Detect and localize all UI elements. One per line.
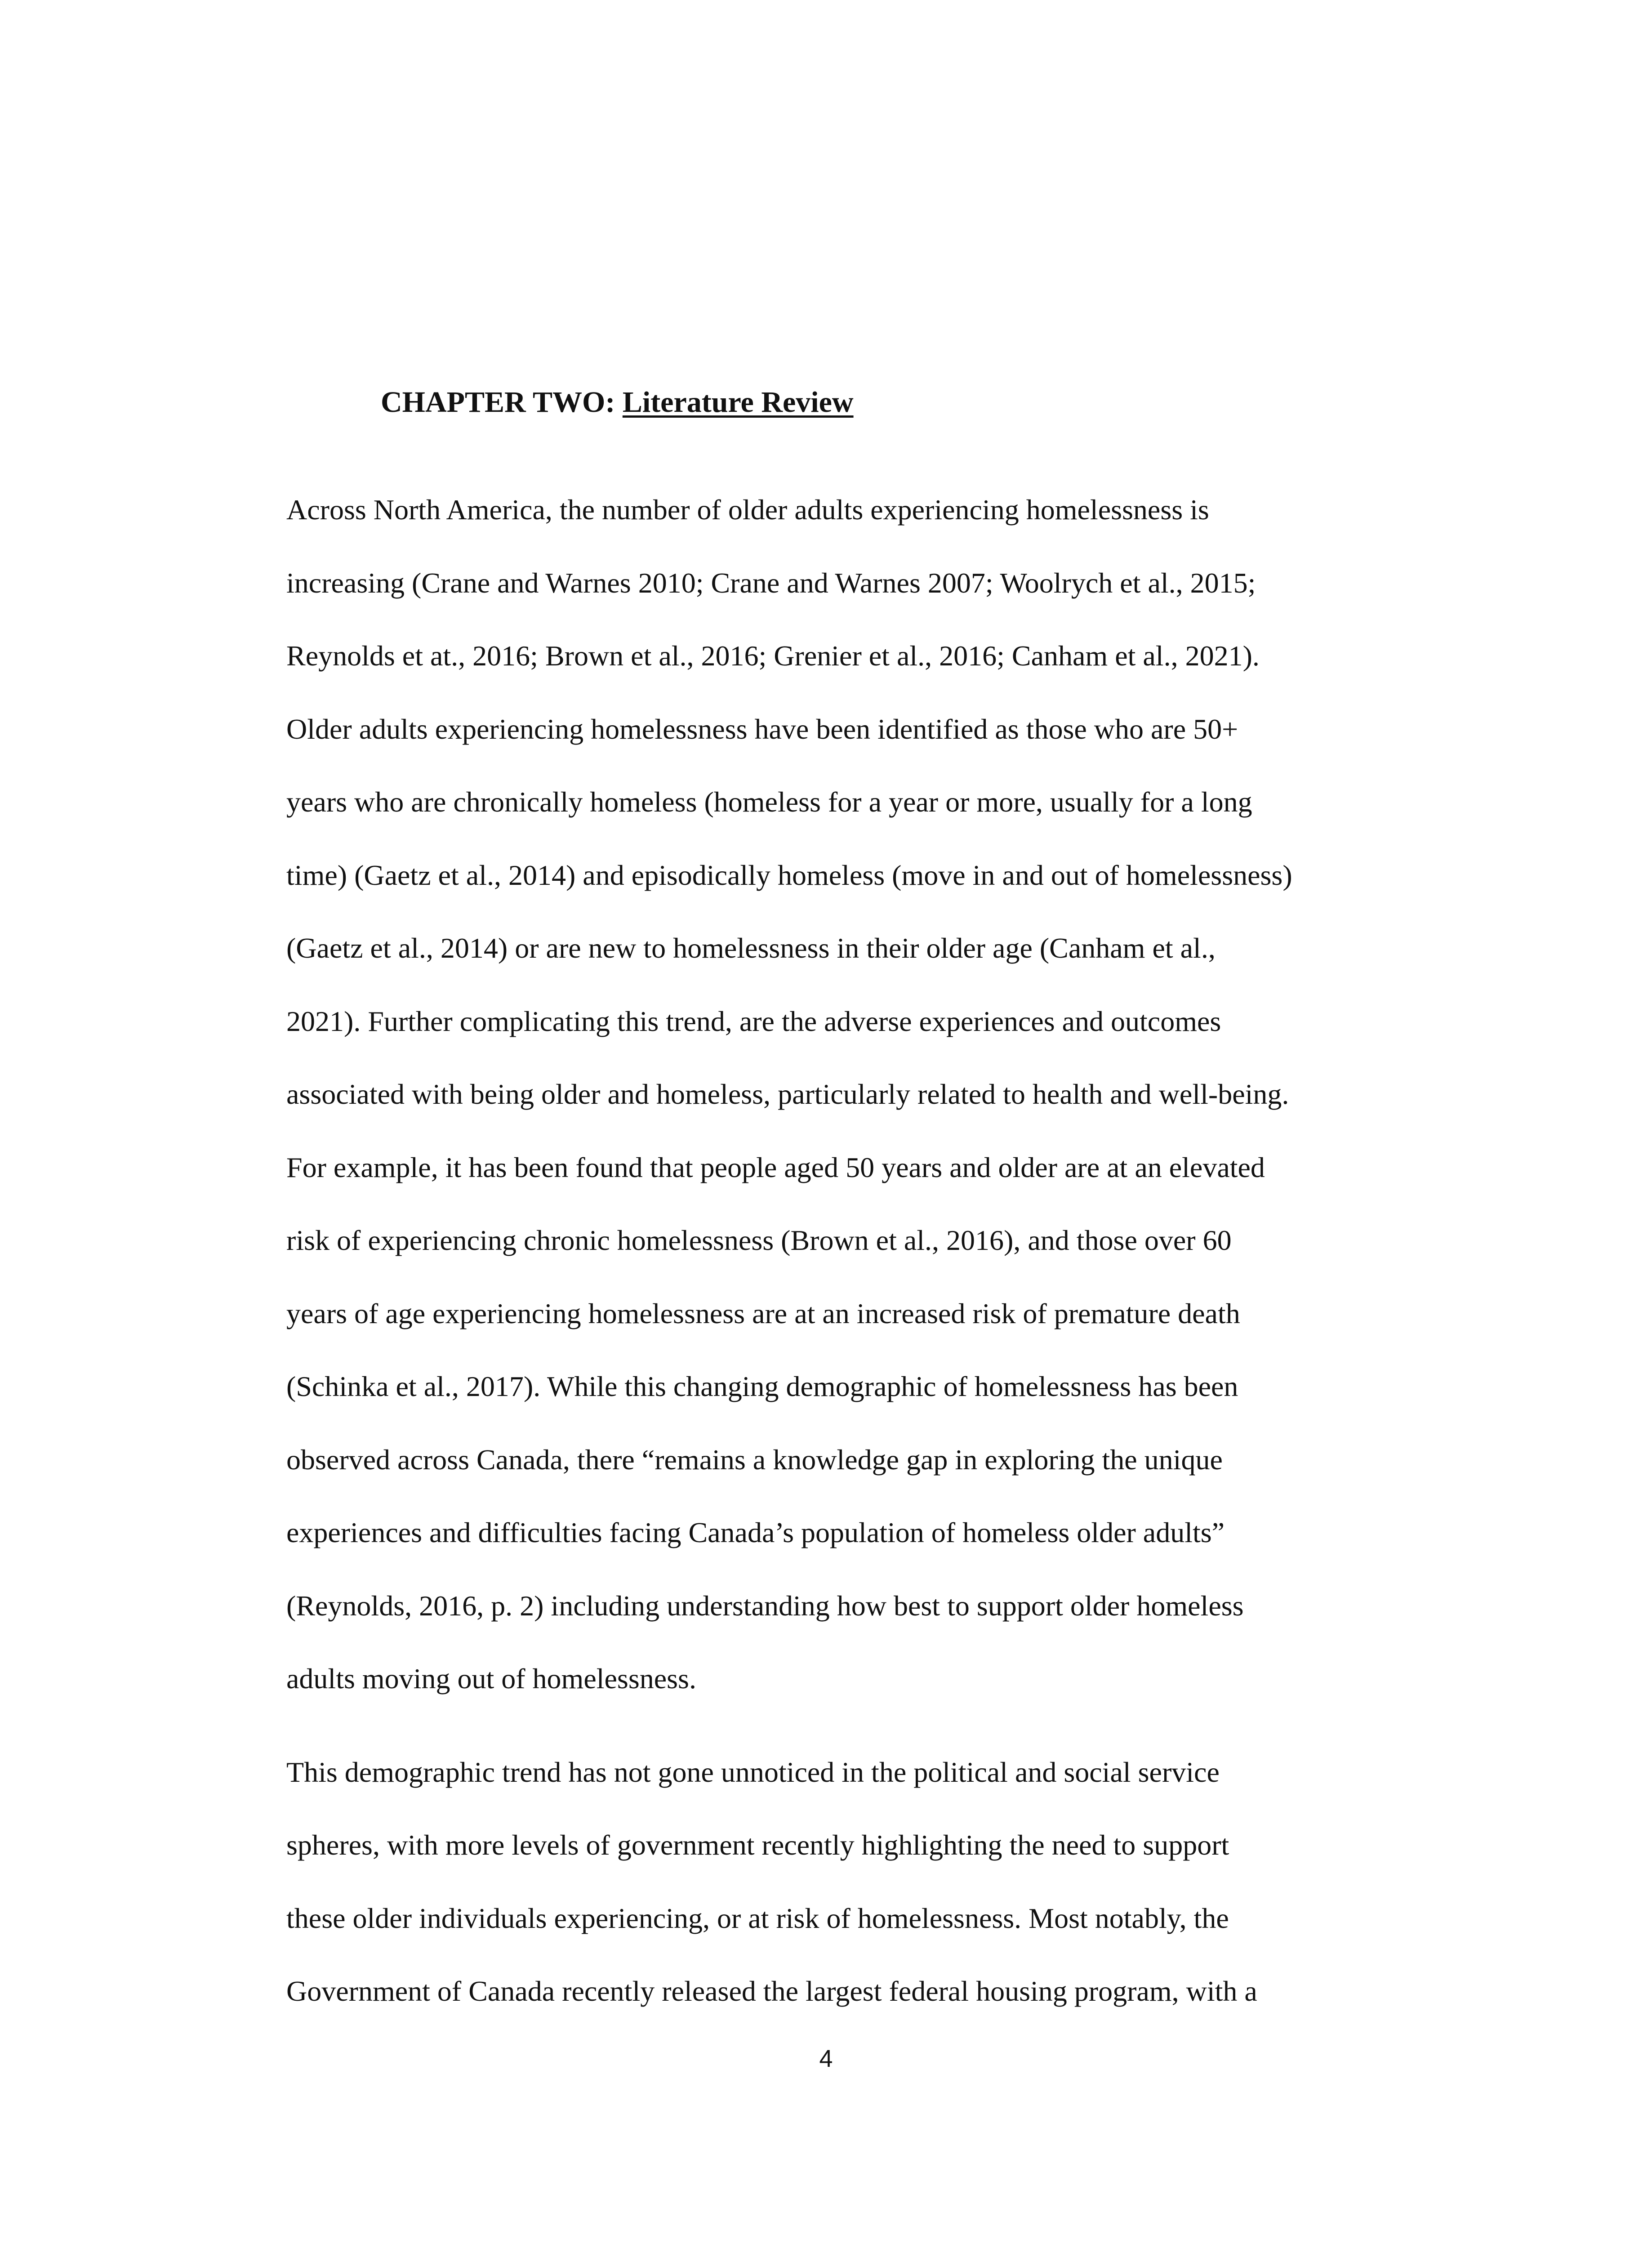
paragraph-2-line: these older individuals experiencing, or at risk of homelessness. Most notably, the xyxy=(286,1902,1229,1934)
chapter-label: CHAPTER TWO: xyxy=(381,386,615,419)
paragraph-1-line: years of age experiencing homelessness are at an increased risk of premature death xyxy=(286,1298,1240,1329)
paragraph-1-line: risk of experiencing chronic homelessness (Brown et al., 2016), and those over 60 xyxy=(286,1224,1232,1256)
paragraph-2-line: Government of Canada recently released the largest federal housing program, with a xyxy=(286,1975,1257,2007)
paragraph-1-line: years who are chronically homeless (homeless for a year or more, usually for a long xyxy=(286,786,1252,818)
paragraph-1-line: For example, it has been found that people aged 50 years and older are at an elevated xyxy=(286,1151,1265,1183)
paragraph-1-line: 2021). Further complicating this trend, are the adverse experiences and outcomes xyxy=(286,1005,1221,1037)
page-number: 4 xyxy=(819,2045,833,2072)
paragraph-1-line: (Gaetz et al., 2014) or are new to homelessness in their older age (Canham et al., xyxy=(286,932,1216,964)
paragraph-1-line: adults moving out of homelessness. xyxy=(286,1663,696,1695)
paragraph-1-line: observed across Canada, there “remains a knowledge gap in exploring the unique xyxy=(286,1444,1223,1476)
paragraph-2-line: This demographic trend has not gone unnoticed in the political and social service xyxy=(286,1756,1220,1788)
paragraph-1-line: Across North America, the number of older adults experiencing homelessness is xyxy=(286,494,1209,526)
paragraph-1-line: Older adults experiencing homelessness have been identified as those who are 50+ xyxy=(286,713,1238,745)
chapter-title: Literature Review xyxy=(622,386,854,419)
paragraph-1-line: Reynolds et at., 2016; Brown et al., 2016; Grenier et al., 2016; Canham et al., 2021). xyxy=(286,640,1260,672)
paragraph-1-line: (Schinka et al., 2017). While this changing demographic of homelessness has been xyxy=(286,1370,1238,1402)
paragraph-1-line: time) (Gaetz et al., 2014) and episodically homeless (move in and out of homelessness) xyxy=(286,859,1292,891)
paragraph-1-line: (Reynolds, 2016, p. 2) including understanding how best to support older homeless xyxy=(286,1590,1244,1622)
paragraph-2-line: spheres, with more levels of government recently highlighting the need to support xyxy=(286,1829,1229,1861)
paragraph-1-line: increasing (Crane and Warnes 2010; Crane and Warnes 2007; Woolrych et al., 2015; xyxy=(286,567,1256,599)
paragraph-1-line: associated with being older and homeless, particularly related to health and well-being. xyxy=(286,1078,1289,1110)
chapter-heading xyxy=(381,388,854,417)
paragraph-1-line: experiences and difficulties facing Canada’s population of homeless older adults” xyxy=(286,1517,1225,1548)
